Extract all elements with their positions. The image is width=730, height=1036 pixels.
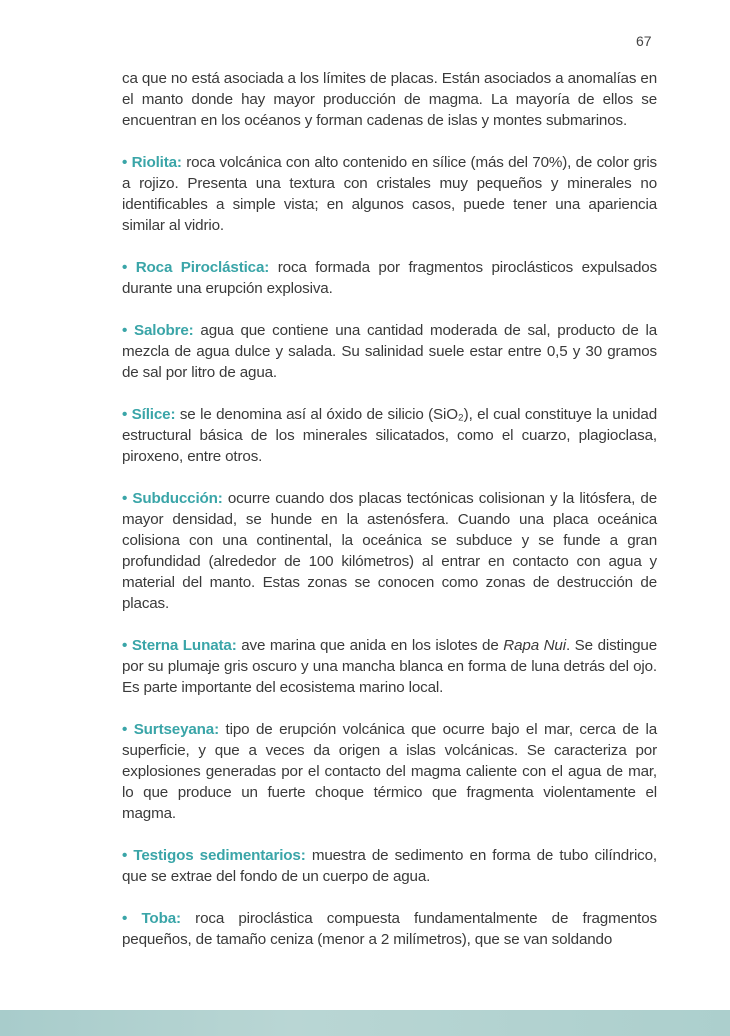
bullet: • [122, 721, 128, 738]
glossary-entry-surtseyana [122, 719, 657, 824]
bullet: • [122, 406, 128, 423]
definition-part: ave marina que anida en los islotes de [236, 637, 504, 654]
glossary-entry-riolita [122, 152, 657, 236]
term: Salobre: [134, 322, 194, 339]
page-number: 67 [636, 33, 652, 49]
intro-paragraph: ca que no está asociada a los límites de placas. Están asociados a anomalías en el manto donde hay mayor producción de magma. La mayoría de ellos se encuentran en los océanos y forman cadenas de islas y montes submarinos. [122, 70, 657, 129]
term: Sterna Lunata: [131, 637, 237, 654]
definition: muestra de sedimento en forma de tubo cilíndrico, que se extrae del fondo de un cuerpo de agua. [122, 847, 657, 885]
term: Surtseyana: [133, 721, 219, 738]
footer-band [0, 1010, 730, 1036]
bullet: • [122, 154, 128, 171]
definition: ocurre cuando dos placas tectónicas colisionan y la litósfera, de mayor densidad, se hunde en la astenósfera. Cuando una placa oceánica colisiona con una continental, la oceánica se subduce y se funde a gran profundidad (alrededor de 100 kilómetros) al entrar en contacto con agua y material del manto. Estas zonas se conocen como zonas de destrucción de placas. [122, 490, 657, 612]
glossary-content [122, 68, 657, 971]
glossary-entry-silice [122, 404, 657, 467]
glossary-entry-subduccion [122, 488, 657, 614]
glossary-entry-salobre [122, 320, 657, 383]
italic-place-name: Rapa Nui [503, 637, 566, 654]
definition-part: . Se distingue por su plumaje gris oscuro y una mancha blanca en forma de luna detrás del ojo. Es parte importante del ecosistema marino local. [122, 637, 658, 696]
term: Subducción: [132, 490, 223, 507]
definition: agua que contiene una cantidad moderada de sal, producto de la mezcla de agua dulce y salada. Su salinidad suele estar entre 0,5 y 30 gramos de sal por litro de agua. [122, 322, 657, 381]
term: Toba: [141, 910, 181, 927]
definition: tipo de erupción volcánica que ocurre bajo el mar, cerca de la superficie, y que a veces da origen a islas volcánicas. Se caracteriza por explosiones generadas por el contacto del magma caliente con el agua de mar, lo que produce un fuerte choque térmico que fragmenta violentamente el magma. [122, 721, 657, 822]
definition: roca volcánica con alto contenido en sílice (más del 70%), de color gris a rojizo. Presenta una textura con cristales muy pequeños y minerales no identificables a simple vista; en algunos casos, puede tener una apariencia similar al vidrio. [122, 154, 657, 234]
definition: roca piroclástica compuesta fundamentalmente de fragmentos pequeños, de tamaño ceniza (menor a 2 milímetros), que se van soldando [122, 910, 657, 948]
definition: roca formada por fragmentos piroclásticos expulsados durante una erupción explosiva. [122, 259, 657, 297]
term: Testigos sedimentarios: [133, 847, 306, 864]
glossary-entry-testigos-sedimentarios [122, 845, 657, 887]
glossary-entry-sterna-lunata [122, 635, 657, 698]
term: Sílice: [131, 406, 176, 423]
glossary-entry-toba [122, 908, 657, 950]
bullet: • [122, 637, 128, 654]
term: Roca Piroclástica: [135, 259, 270, 276]
bullet: • [122, 322, 128, 339]
bullet: • [122, 490, 128, 507]
bullet: • [122, 910, 128, 927]
term: Riolita: [131, 154, 182, 171]
bullet: • [122, 847, 128, 864]
definition: se le denomina así al óxido de silicio (SiO₂), el cual constituye la unidad estructural básica de los minerales silicatados, como el cuarzo, plagioclasa, piroxeno, entre otros. [122, 406, 657, 465]
bullet: • [122, 259, 128, 276]
glossary-entry-roca-piroclastica [122, 257, 657, 299]
